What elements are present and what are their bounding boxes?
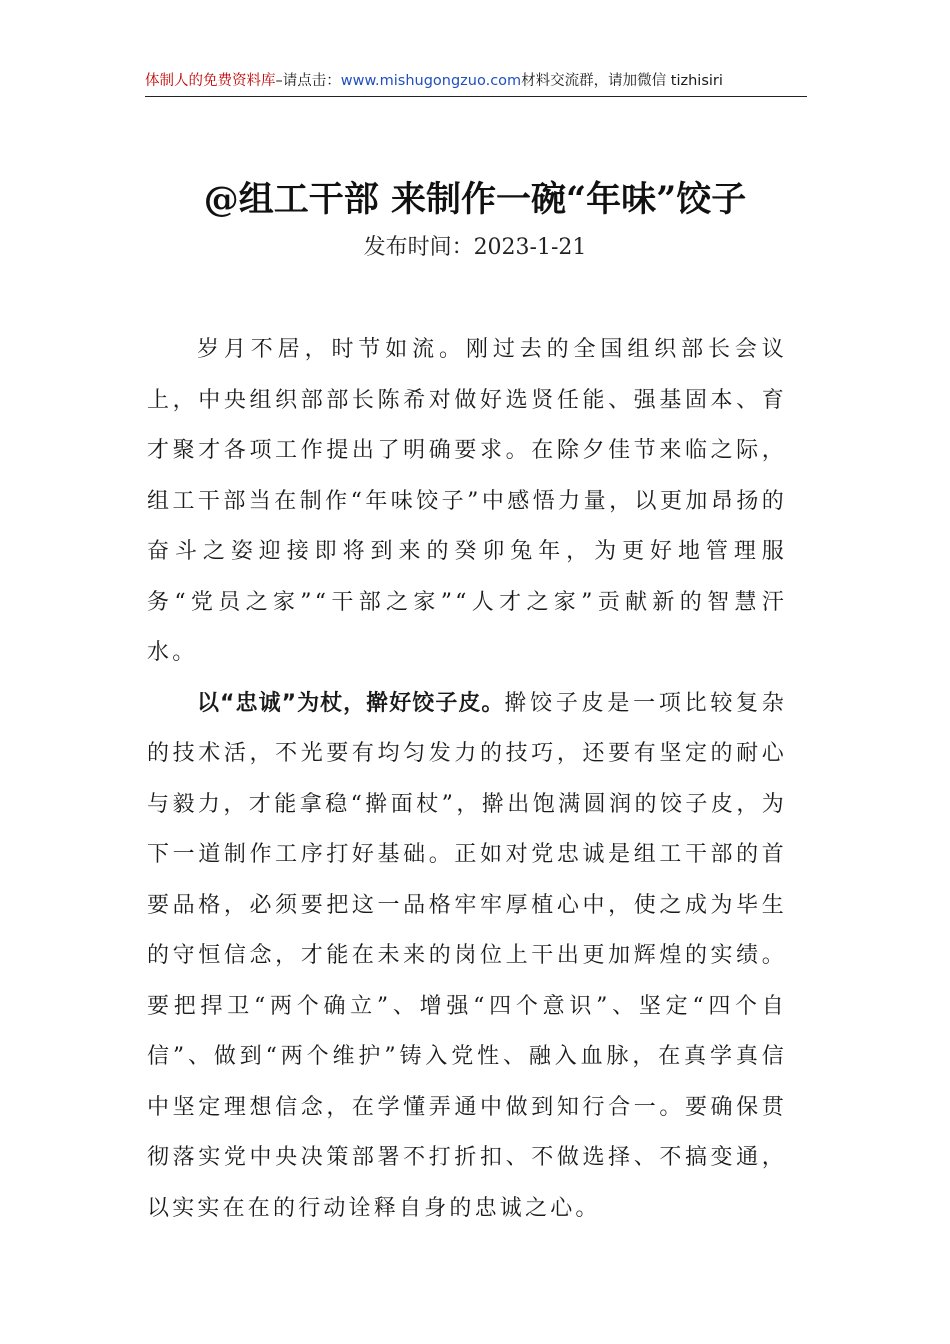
header-banner	[145, 70, 807, 97]
header-contact: 材料交流群，请加微信 tizhisiri	[521, 73, 723, 89]
paragraph-2-body: 擀饺子皮是一项比较复杂的技术活，不光要有均匀发力的技巧，还要有坚定的耐心与毅力，才能拿稳“擀面杖”，擀出饱满圆润的饺子皮，为下一道制作工序打好基础。正如对党忠诚是组工干部的首要品格，必须要把这一品格牢牢厚植心中，使之成为毕生的守恒信念，才能在未来的岗位上干出更加辉煌的实绩。要把捍卫“两个确立”、增强“四个意识”、坚定“四个自信”、做到“两个维护”铸入党性、融入血脉，在真学真信中坚定理想信念，在学懂弄通中做到知行合一。要确保贯彻落实党中央决策部署不打折扣、不做选择、不搞变通，以实实在在的行动诠释自身的忠诚之心。	[147, 690, 788, 1221]
publish-date: 发布时间：2023-1-21	[363, 235, 587, 260]
article-body	[147, 325, 787, 1234]
paragraph-2	[147, 679, 787, 1235]
paragraph-1: 岁月不居，时节如流。刚过去的全国组织部长会议上，中央组织部部长陈希对做好选贤任能、强基固本、育才聚才各项工作提出了明确要求。在除夕佳节来临之际，组工干部当在制作“年味饺子”中感悟力量，以更加昂扬的奋斗之姿迎接即将到来的癸卯兔年，为更好地管理服务“党员之家”“干部之家”“人才之家”贡献新的智慧汗水。	[147, 337, 787, 665]
paragraph-2-lead: 以“忠诚”为杖，擀好饺子皮。	[197, 690, 505, 716]
article-title: @组工干部 来制作一碗“年味”饺子	[203, 179, 747, 220]
header-site-name: 体制人的免费资料库	[145, 73, 276, 89]
header-prompt: –请点击：	[275, 73, 341, 89]
header-url-link[interactable]: www.mishugongzuo.com	[340, 73, 522, 89]
